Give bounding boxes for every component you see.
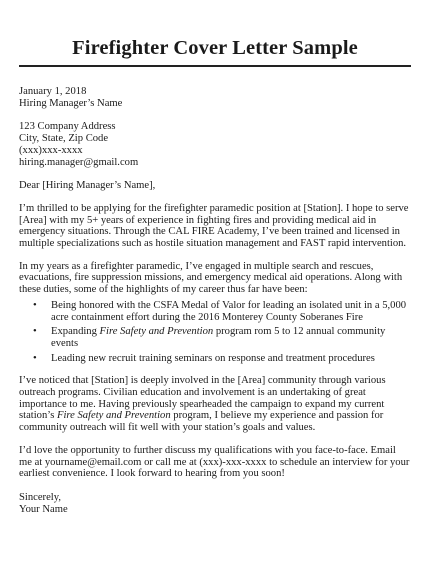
- paragraph-experience: In my years as a firefighter paramedic, I’ve engaged in multiple search and rescues, evacuations, fire suppression missions, and emergency medical aid operations. Along with these duties, some of the highlights of my career thus far have been:: [19, 260, 403, 296]
- list-item: [33, 300, 411, 323]
- letter-body: [19, 86, 411, 515]
- highlight-program-suffix: program rom 5 to 12 annual community events: [51, 326, 386, 349]
- recipient-name: Hiring Manager’s Name: [19, 97, 123, 109]
- signature-name: Your Name: [19, 503, 68, 515]
- highlight-training: Leading new recruit training seminars on response and treatment procedures: [51, 352, 375, 364]
- list-item: [33, 353, 411, 365]
- highlight-medal: Being honored with the CSFA Medal of Valor for leading an isolated unit in a 5,000 acre containment effort during the 2016 Monterey County Soberanes Fire: [51, 299, 407, 323]
- title-divider: [19, 65, 411, 67]
- recipient-address-block: [19, 121, 411, 168]
- paragraph-community: [19, 375, 411, 434]
- document-title: Firefighter Cover Letter Sample: [72, 37, 358, 59]
- highlight-program-prefix: Expanding: [51, 326, 100, 338]
- letter-date: January 1, 2018: [19, 86, 87, 97]
- recipient-address: 123 Company Address: [19, 121, 116, 133]
- recipient-phone: (xxx)xxx-xxxx: [19, 144, 83, 156]
- highlights-list: [19, 300, 411, 365]
- community-program-name: Fire Safety and Prevention: [56, 410, 171, 422]
- highlight-program-name: Fire Safety and Prevention: [99, 326, 214, 338]
- paragraph-closing: I’d love the opportunity to further discuss my qualifications with you face-to-face. Email me at yourname@email.com or call me at (xxx)-xxx-xxxx to schedule an interview for your earliest convenience. I look forward to hearing from you soon!: [19, 444, 410, 480]
- list-item: [33, 326, 411, 349]
- closing: Sincerely,: [19, 491, 61, 503]
- recipient-email: hiring.manager@gmail.com: [19, 156, 139, 168]
- paragraph-intro: I’m thrilled to be applying for the firefighter paramedic position at [Station]. I hope to serve [Area] with my 5+ years of experience in fighting fires and providing medical aid in emergency situations. Through the CAL FIRE Academy, I’ve been trained and licensed in multiple specializations such as hostile situation management and FAST rapid intervention.: [19, 202, 409, 250]
- community-text-2: program, I believe my experience and passion for community outreach will fit well with your station’s goals and values.: [19, 410, 384, 434]
- recipient-city: City, State, Zip Code: [19, 133, 109, 145]
- community-text-1: I’ve noticed that [Station] is deeply involved in the [Area] community through various outreach programs. Civilian education and involvement is an undertaking of great importance to me. Having previously spearheaded the campaign to expand my current station’s: [19, 375, 386, 422]
- salutation: Dear [Hiring Manager’s Name],: [19, 180, 156, 192]
